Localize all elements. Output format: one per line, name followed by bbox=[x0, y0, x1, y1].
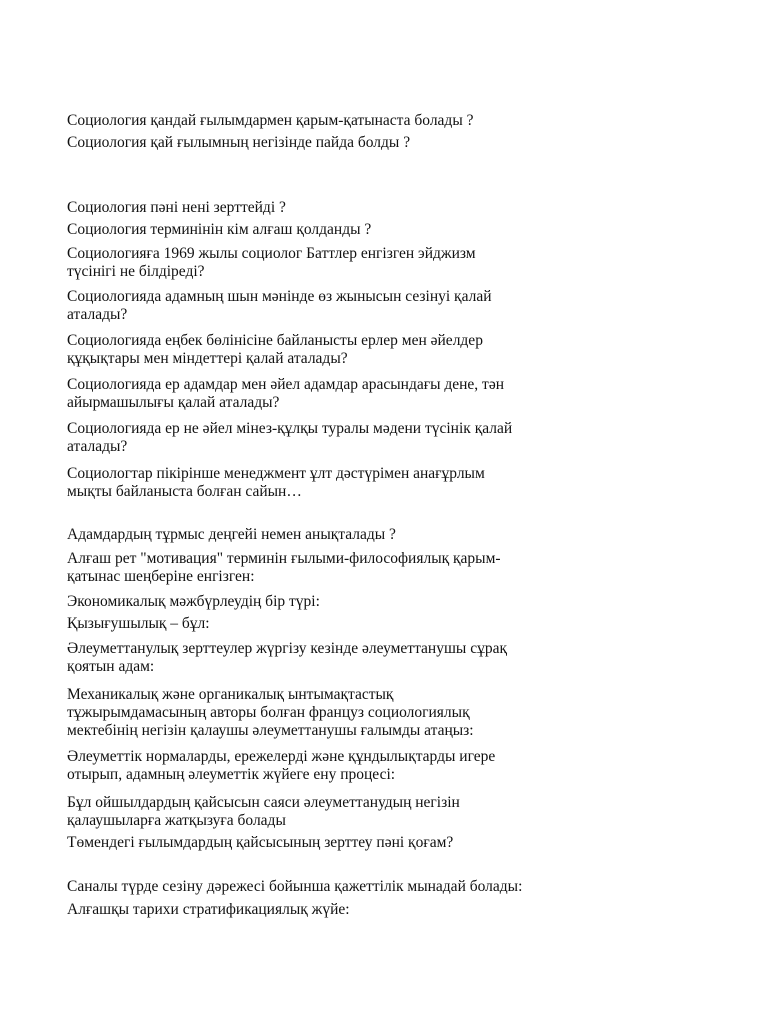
question-21: Алғашқы тарихи стратификациялық жүйе: bbox=[67, 901, 350, 918]
question-19: Төмендегі ғылымдардың қайсысының зерттеу пәні қоғам? bbox=[67, 834, 454, 851]
question-1: Социология қандай ғылымдармен қарым-қатынаста болады ? bbox=[67, 112, 474, 129]
question-15: Әлеуметтанулық зерттеулер жүргізу кезінде әлеуметтанушы сұрақ қоятын адам: bbox=[67, 640, 507, 675]
question-13: Экономикалық мәжбүрлеудің бір түрі: bbox=[67, 593, 320, 610]
question-9: Социологияда ер не әйел мінез-құлқы туралы мәдени түсінік қалай аталады? bbox=[67, 420, 513, 455]
question-7: Социологияда еңбек бөлінісіне байланысты ерлер мен әйелдер құқықтары мен міндеттері қалай аталады? bbox=[67, 332, 483, 367]
question-5: Социологияға 1969 жылы социолог Баттлер енгізген эйджизм түсінігі не білдіреді? bbox=[67, 245, 476, 280]
question-4: Социология терминінін кім алғаш қолданды ? bbox=[67, 221, 372, 238]
question-6: Социологияда адамның шын мәнінде өз жынысын сезінуі қалай аталады? bbox=[67, 288, 492, 323]
question-3: Социология пәні нені зерттейді ? bbox=[67, 199, 286, 216]
question-16: Механикалық және органикалық ынтымақтастық тұжырымдамасының авторы болған француз социологиялық мектебінің негізін қалаушы әлеуметтанушы ғалымды атаңыз: bbox=[67, 686, 474, 739]
question-8: Социологияда ер адамдар мен әйел адамдар арасындағы дене, тән айырмашылығы қалай аталады? bbox=[67, 376, 504, 411]
question-12: Алғаш рет "мотивация" терминін ғылыми-философиялық қарым- қатынас шеңберіне енгізген: bbox=[67, 550, 501, 585]
question-11: Адамдардың тұрмыс деңгейі немен анықталады ? bbox=[67, 526, 396, 543]
question-14: Қызығушылық – бұл: bbox=[67, 615, 210, 632]
question-10: Социологтар пікірінше менеджмент ұлт дәстүрімен анағұрлым мықты байланыста болған сайын… bbox=[67, 465, 485, 500]
question-2: Социология қай ғылымның негізінде пайда болды ? bbox=[67, 134, 411, 151]
question-20: Саналы түрде сезіну дәрежесі бойынша қажеттілік мынадай болады: bbox=[67, 878, 523, 895]
question-18: Бұл ойшылдардың қайсысын саяси әлеуметтанудың негізін қалаушыларға жатқызуға болады bbox=[67, 794, 460, 829]
question-17: Әлеуметтік нормаларды, ережелерді және құндылықтарды игере отырып, адамның әлеуметтік жүйеге ену процесі: bbox=[67, 748, 496, 783]
